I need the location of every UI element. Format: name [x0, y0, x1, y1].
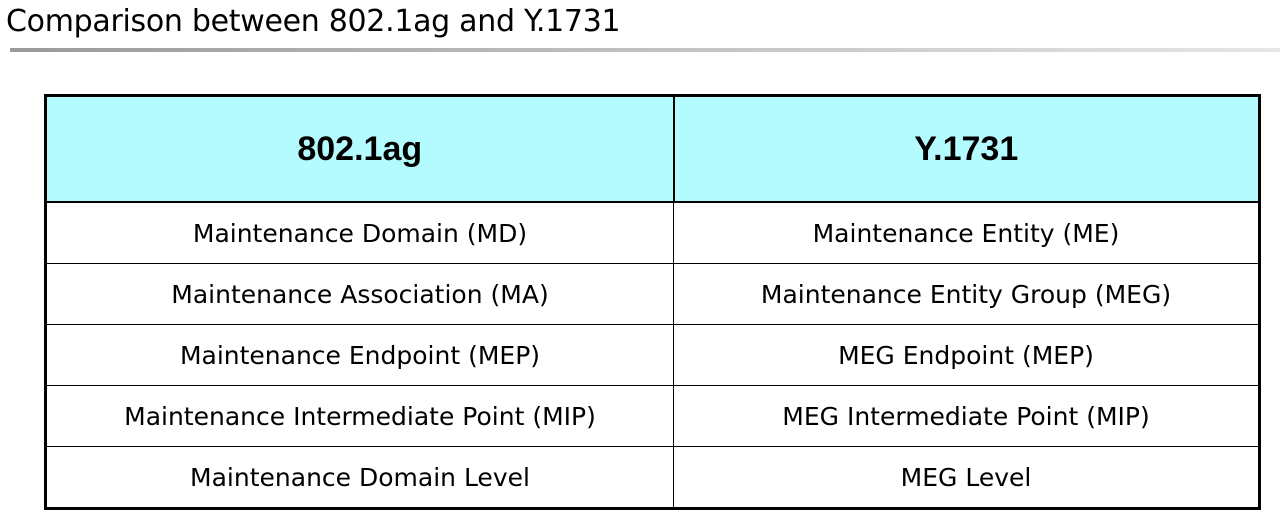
cell-y-1731: MEG Endpoint (MEP) — [674, 325, 1260, 386]
cell-802-1ag: Maintenance Domain Level — [46, 447, 674, 509]
cell-802-1ag: Maintenance Domain (MD) — [46, 202, 674, 264]
table-row — [46, 264, 1260, 325]
cell-802-1ag: Maintenance Endpoint (MEP) — [46, 325, 674, 386]
cell-802-1ag: Maintenance Intermediate Point (MIP) — [46, 386, 674, 447]
cell-802-1ag: Maintenance Association (MA) — [46, 264, 674, 325]
cell-y-1731: MEG Level — [674, 447, 1260, 509]
header-802-1ag: 802.1ag — [46, 96, 674, 203]
cell-y-1731: Maintenance Entity (ME) — [674, 202, 1260, 264]
table-row — [46, 325, 1260, 386]
page-title: Comparison between 802.1ag and Y.1731 — [6, 4, 621, 39]
cell-y-1731: MEG Intermediate Point (MIP) — [674, 386, 1260, 447]
header-y-1731: Y.1731 — [674, 96, 1260, 203]
cell-y-1731: Maintenance Entity Group (MEG) — [674, 264, 1260, 325]
table-row — [46, 447, 1260, 509]
table-row — [46, 386, 1260, 447]
header-row — [46, 96, 1260, 203]
comparison-table — [44, 94, 1261, 510]
title-underline — [10, 48, 1280, 52]
table-row — [46, 202, 1260, 264]
